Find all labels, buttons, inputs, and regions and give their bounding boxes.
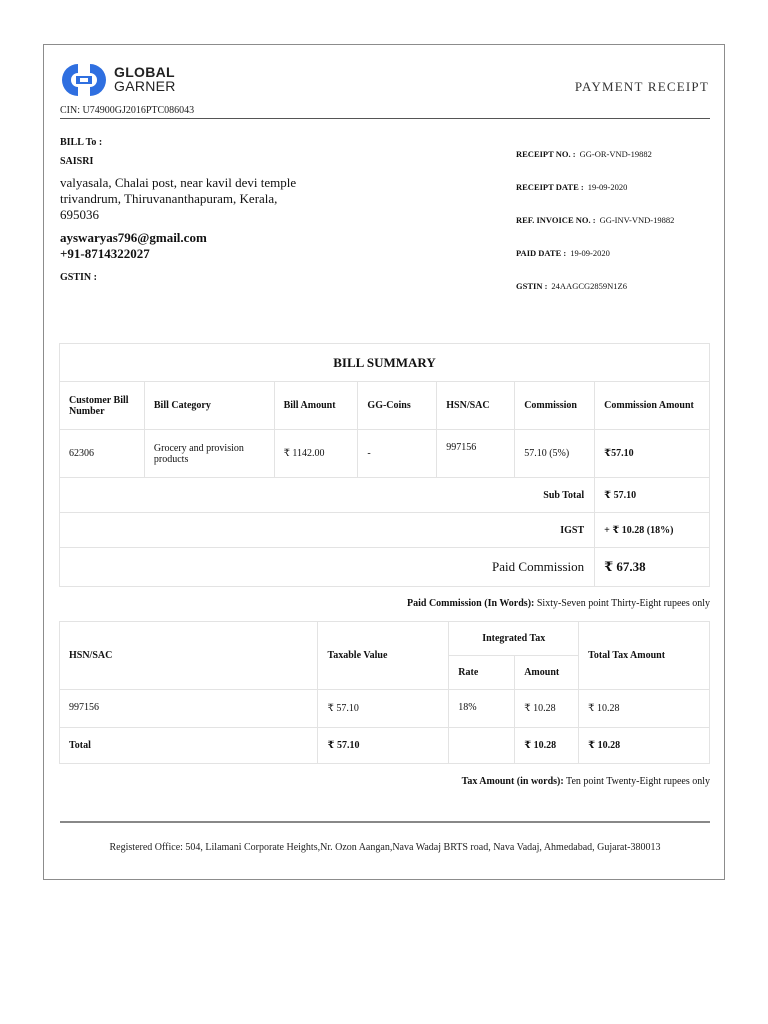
brand-name-line2: GARNER: [114, 78, 176, 94]
sub-total-value: ₹ 57.10: [595, 478, 710, 513]
tax-cell-total: ₹ 10.28: [579, 690, 710, 728]
bill-to-label: BILL To :: [60, 137, 103, 148]
table-row: [60, 430, 710, 478]
bill-summary-title: BILL SUMMARY: [60, 344, 710, 382]
cell-bill-category: [144, 430, 274, 478]
paid-date: [516, 243, 610, 261]
cell-commission: 57.10 (5%): [515, 430, 595, 478]
tax-total-taxable: ₹ 57.10: [318, 728, 449, 764]
tax-total-row: [60, 728, 710, 764]
paid-commission-words-label: Paid Commission (In Words):: [407, 598, 535, 609]
table-row: [60, 690, 710, 728]
receipt-date-value: 19-09-2020: [587, 182, 628, 192]
cell-gg-coins: -: [358, 430, 437, 478]
registered-office: Registered Office: 504, Lilamani Corporate Heights,Nr. Ozon Aangan,Nava Wadaj BRTS road, Nava Vadaj, Ahmedabad, Gujarat-380013: [109, 842, 661, 853]
tax-header-row-1: [60, 622, 710, 656]
footer-divider: [60, 821, 710, 823]
ref-invoice-label: REF. INVOICE NO. :: [516, 215, 596, 225]
paid-commission-row: [60, 548, 710, 587]
paid-commission-value: ₹ 67.38: [595, 548, 710, 587]
igst-value: + ₹ 10.28 (18%): [595, 513, 710, 548]
tax-cell-hsn: 997156: [60, 690, 318, 728]
address-line-1: valyasala, Chalai post, near kavil devi temple: [60, 175, 297, 190]
col-header-bill-amount: Bill Amount: [274, 382, 358, 430]
tax-amount-words-value: Ten point Twenty-Eight rupees only: [566, 776, 710, 787]
tax-cell-amount: ₹ 10.28: [515, 690, 579, 728]
ref-invoice: [516, 210, 674, 228]
igst-label: IGST: [60, 513, 595, 548]
tax-total-label: Total: [60, 728, 318, 764]
col-header-commission-amount: Commission Amount: [595, 382, 710, 430]
cell-bill-category-line2: products: [153, 453, 189, 465]
cell-bill-number: 62306: [60, 430, 145, 478]
cell-commission-amount: ₹57.10: [595, 430, 710, 478]
tax-total-rate-empty: [449, 728, 515, 764]
paid-commission-words: [407, 598, 710, 609]
address-line-2: trivandrum, Thiruvananthapuram, Kerala,: [60, 191, 278, 206]
igst-row: [60, 513, 710, 548]
col-header-bill-category: Bill Category: [144, 382, 274, 430]
cell-bill-amount: ₹ 1142.00: [274, 430, 358, 478]
receipt-number: [516, 144, 652, 162]
customer-gstin-label: GSTIN :: [60, 272, 97, 283]
tax-table: [59, 621, 710, 764]
brand-name-line1: GLOBAL: [114, 64, 175, 80]
customer-address: [60, 175, 296, 223]
tax-col-taxable: Taxable Value: [318, 622, 449, 690]
ref-invoice-value: GG-INV-VND-19882: [599, 215, 675, 225]
tax-col-hsn: HSN/SAC: [60, 622, 318, 690]
tax-total-amount: ₹ 10.28: [515, 728, 579, 764]
tax-total-total: ₹ 10.28: [579, 728, 710, 764]
page-title: PAYMENT RECEIPT: [574, 79, 709, 94]
customer-phone: +91-8714322027: [60, 246, 150, 261]
tax-col-rate: Rate: [449, 656, 515, 690]
col-header-gg-coins: GG-Coins: [358, 382, 437, 430]
address-line-3: 695036: [60, 207, 99, 222]
company-gstin-label: GSTIN :: [516, 281, 548, 291]
paid-date-value: 19-09-2020: [570, 248, 610, 258]
bill-summary-title-row: [60, 344, 710, 382]
receipt-date-label: RECEIPT DATE :: [516, 182, 584, 192]
company-gstin-value: 24AAGCG2859N1Z6: [551, 281, 627, 291]
company-gstin: [516, 276, 627, 294]
customer-email: ayswaryas796@gmail.com: [60, 230, 207, 245]
tax-col-amount: Amount: [515, 656, 579, 690]
tax-cell-rate: 18%: [449, 690, 515, 728]
bill-summary-header-row: [60, 382, 710, 430]
brand-name: [114, 65, 176, 93]
bill-summary-table: [59, 343, 710, 587]
receipt-date: [516, 177, 627, 195]
paid-date-label: PAID DATE :: [516, 248, 567, 258]
header-divider: [60, 118, 710, 119]
tax-col-integrated: Integrated Tax: [449, 622, 579, 656]
tax-col-total: Total Tax Amount: [579, 622, 710, 690]
col-header-hsn: HSN/SAC: [437, 382, 515, 430]
receipt-number-label: RECEIPT NO. :: [516, 149, 576, 159]
col-header-commission: Commission: [515, 382, 595, 430]
tax-cell-taxable: ₹ 57.10: [318, 690, 449, 728]
receipt-number-value: GG-OR-VND-19882: [579, 149, 652, 159]
tax-amount-words-label: Tax Amount (in words):: [461, 776, 564, 787]
paid-commission-words-value: Sixty-Seven point Thirty-Eight rupees only: [536, 598, 710, 609]
col-header-bill-number: Customer Bill Number: [60, 382, 145, 430]
sub-total-label: Sub Total: [60, 478, 595, 513]
cell-hsn: 997156: [437, 430, 515, 478]
customer-name: SAISRI: [60, 156, 94, 167]
customer-contact: [60, 230, 207, 262]
tax-amount-words: [462, 776, 710, 787]
cin-number: CIN: U74900GJ2016PTC086043: [60, 105, 195, 116]
sub-total-row: [60, 478, 710, 513]
paid-commission-label: Paid Commission: [60, 548, 595, 587]
cell-bill-category-line1: Grocery and provision: [153, 442, 244, 454]
